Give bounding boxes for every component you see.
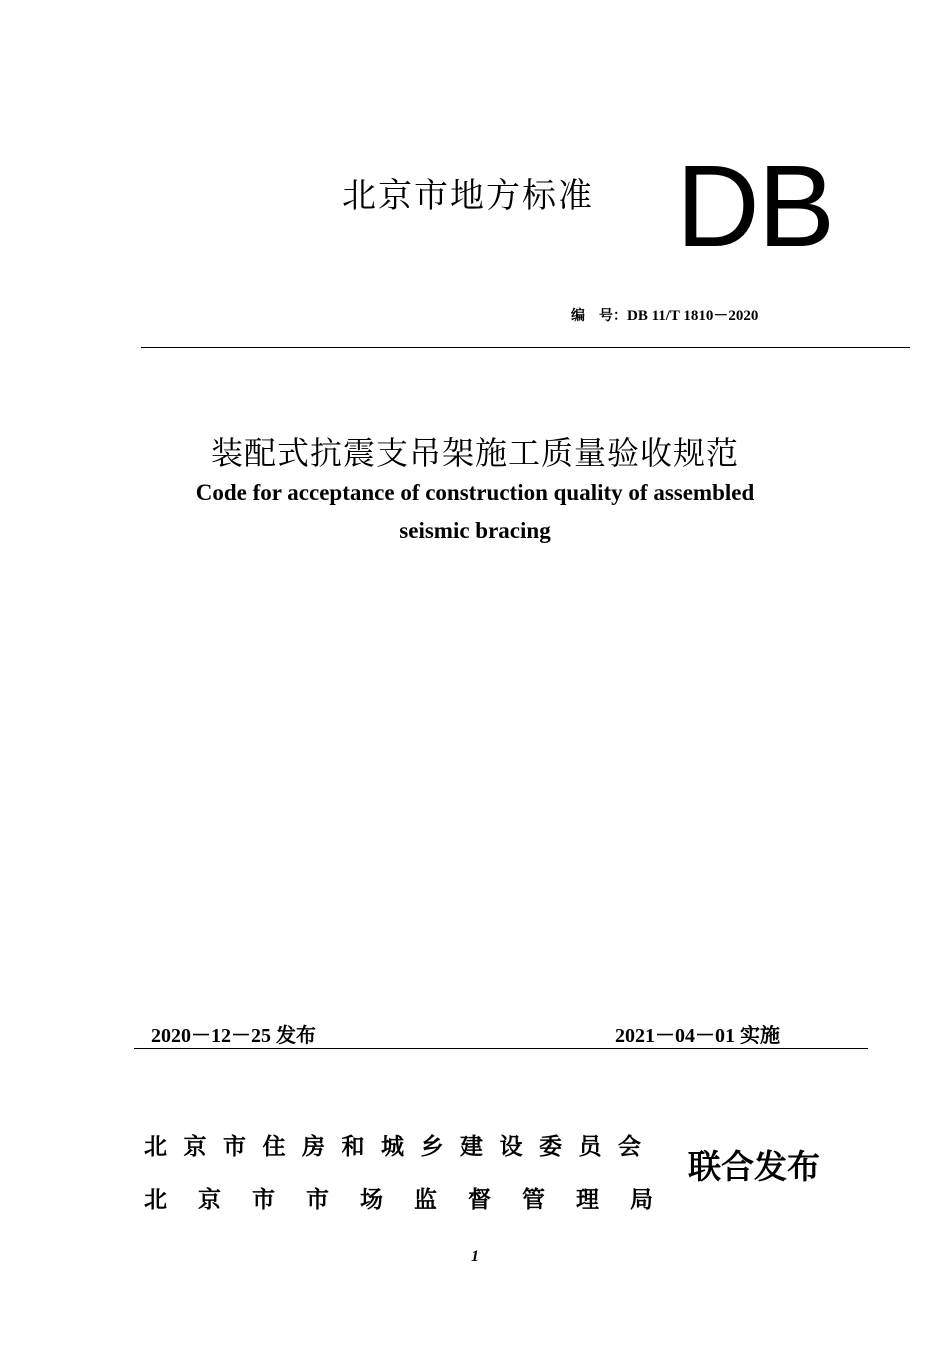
effective-date: 2021－04－01 实施 bbox=[615, 1025, 780, 1047]
document-title-chinese: 装配式抗震支吊架施工质量验收规范 bbox=[210, 434, 739, 472]
document-title-english-line2: seismic bracing bbox=[399, 518, 551, 543]
bottom-divider bbox=[134, 1048, 868, 1049]
issuer-market-supervision: 北京市市场监督管理局 bbox=[144, 1187, 684, 1213]
db-logo: DB bbox=[676, 141, 834, 271]
document-title-english-line1: Code for acceptance of construction quality of assembled bbox=[195, 480, 755, 505]
joint-issue-label: 联合发布 bbox=[688, 1147, 820, 1186]
standard-type-heading: 北京市地方标准 bbox=[342, 176, 594, 216]
issuer-housing-commission: 北京市住房和城乡建设委员会 bbox=[144, 1134, 658, 1160]
issue-date: 2020－12－25 发布 bbox=[151, 1025, 316, 1047]
top-divider bbox=[141, 347, 910, 348]
standard-number-label: 编 号： bbox=[571, 308, 627, 324]
standard-number-value: DB 11/T 1810－2020 bbox=[627, 308, 759, 324]
page-number: 1 bbox=[471, 1248, 479, 1265]
standard-number bbox=[571, 304, 758, 325]
